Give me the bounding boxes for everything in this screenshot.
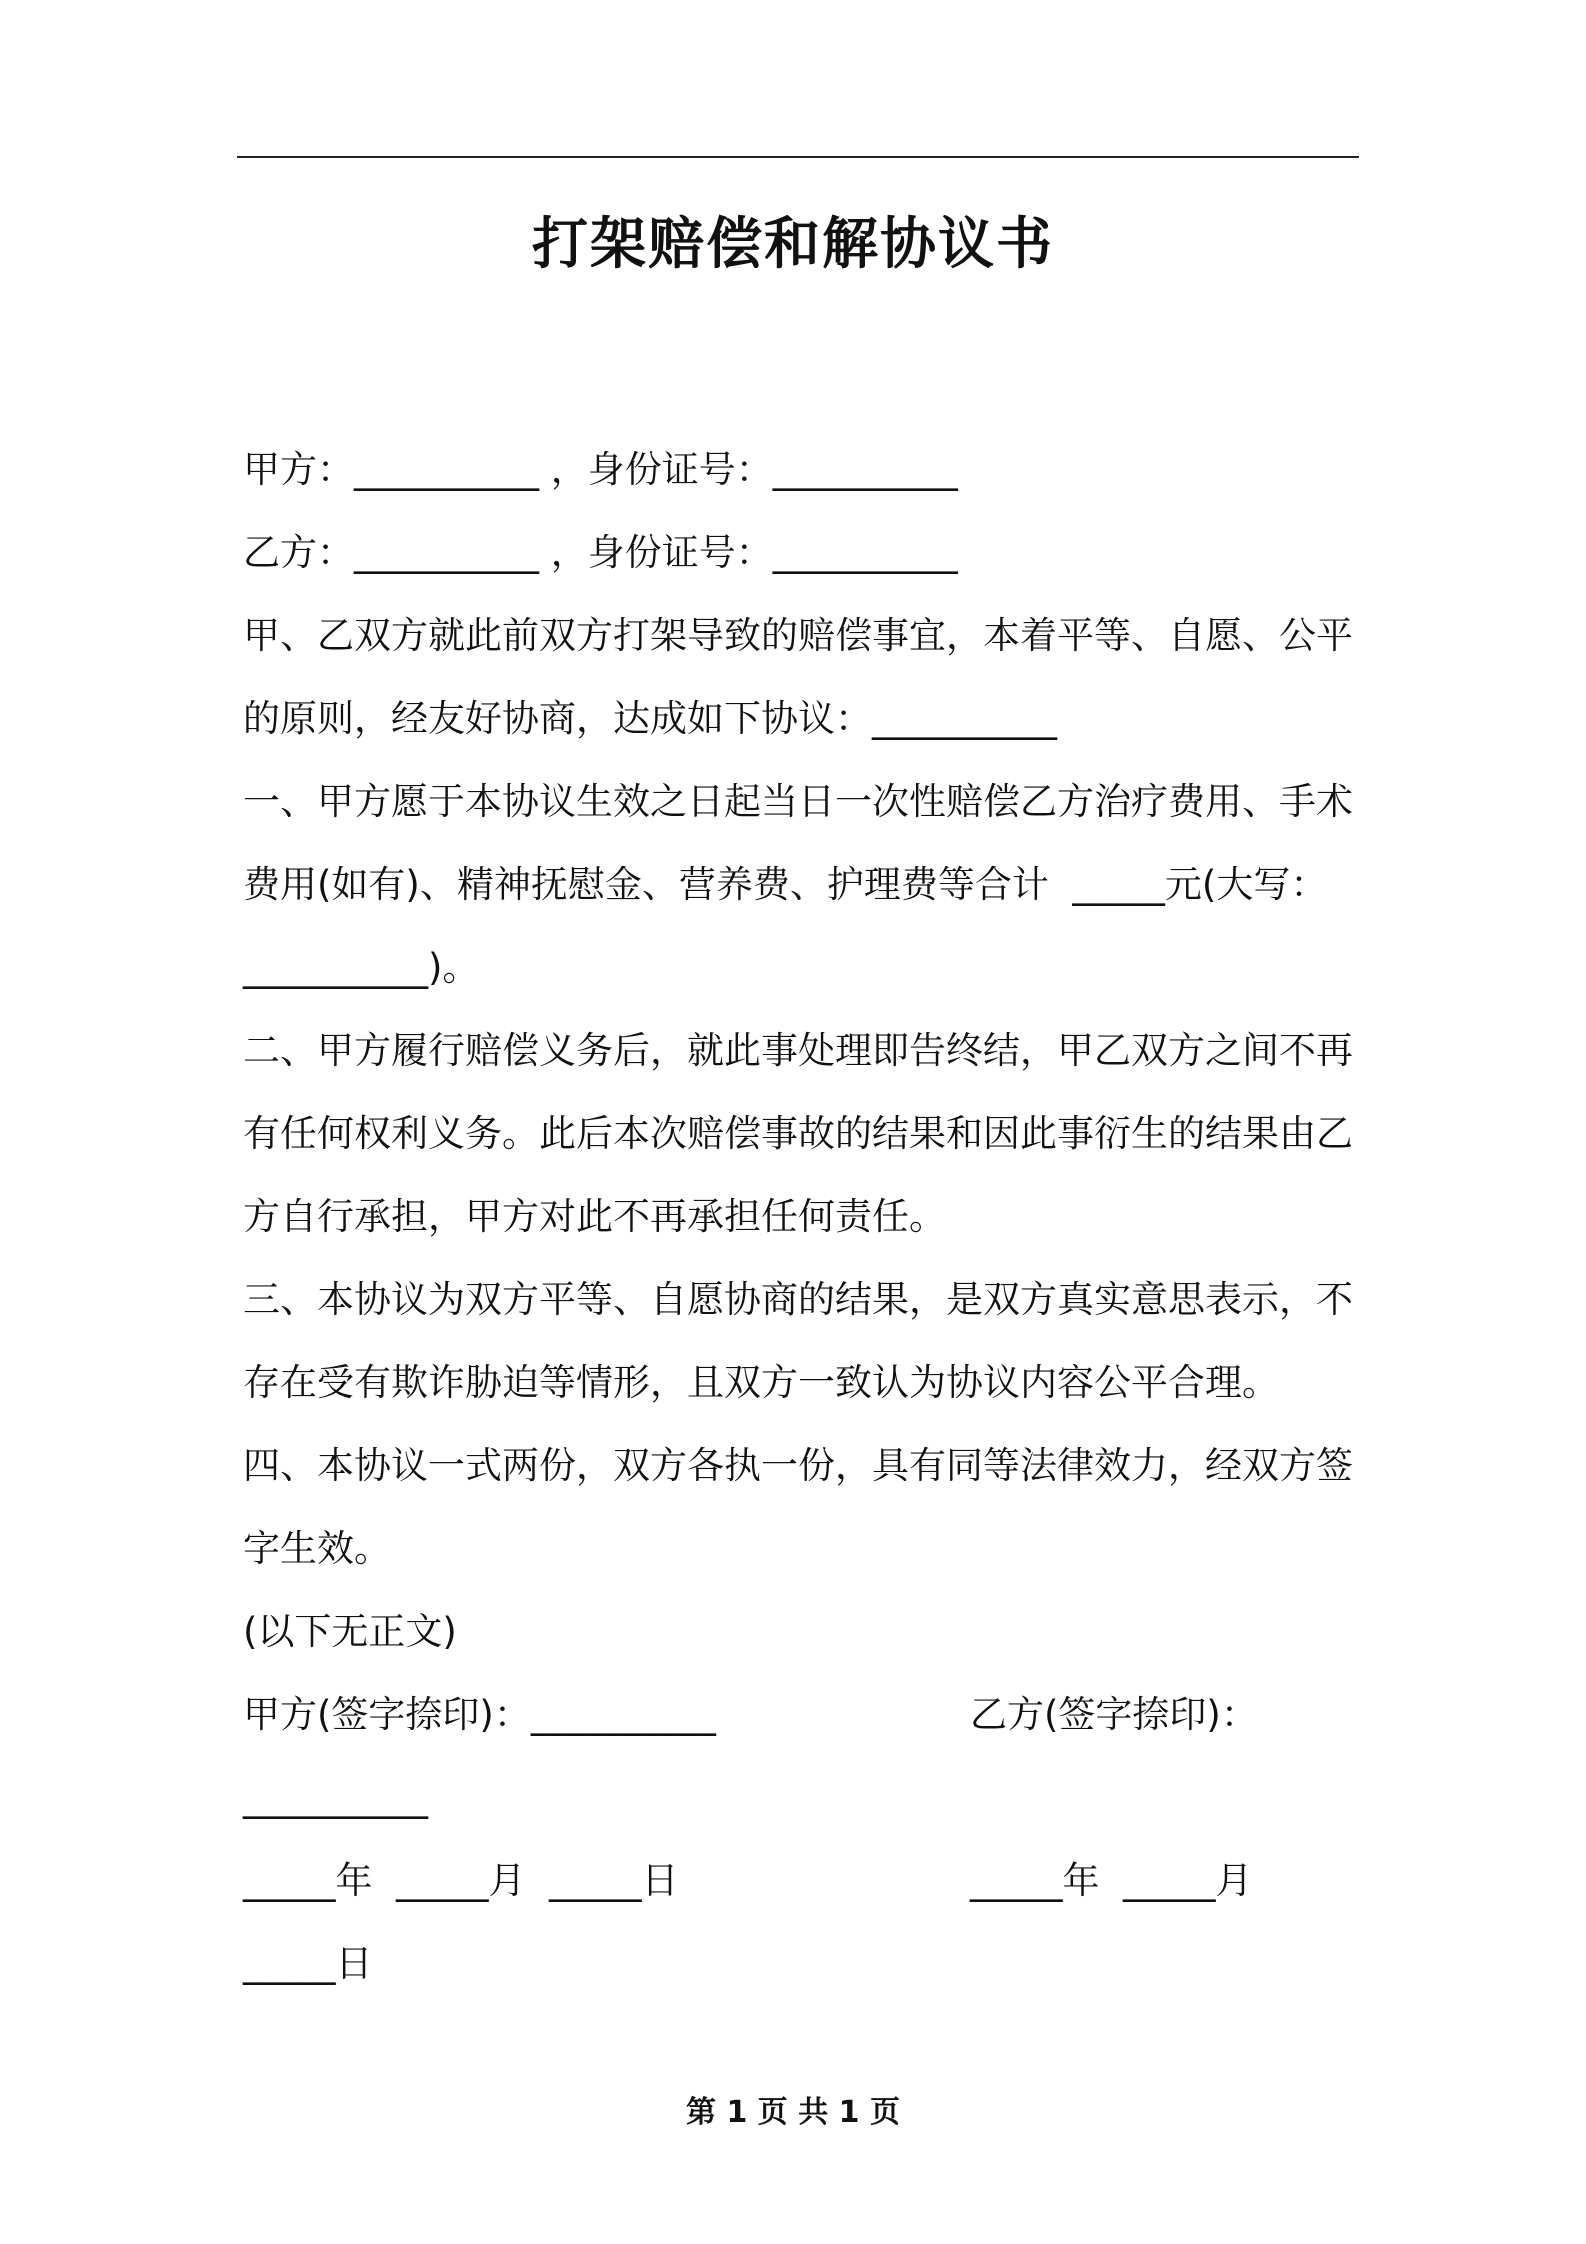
clause-1-line-2: 费用(如有)、精神抚慰金、营养费、护理费等合计 _____元(大写： — [243, 863, 1328, 906]
document-title: 打架赔偿和解协议书 — [532, 212, 1054, 277]
clause-1-line-3: __________)。 — [243, 946, 480, 989]
preamble-line-2: 的原则，经友好协商，达成如下协议：__________ — [243, 697, 1057, 740]
party-b-signature: 乙方(签字捺印)： — [970, 1693, 1258, 1736]
clause-2-line-3: 方自行承担，甲方对此不再承担任何责任。 — [243, 1195, 946, 1238]
end-of-text-note: (以下无正文) — [243, 1610, 457, 1653]
header-rule — [237, 156, 1359, 158]
party-a-signature: 甲方(签字捺印)：__________ — [243, 1693, 716, 1736]
party-b-line: 乙方：__________ ，身份证号：__________ — [243, 531, 958, 574]
party-b-date: _____年 _____月 — [970, 1859, 1253, 1902]
clause-3-line-2: 存在受有欺诈胁迫等情形，且双方一致认为协议内容公平合理。 — [243, 1361, 1279, 1404]
party-a-date: _____年 _____月 _____日 — [243, 1859, 679, 1902]
party-b-signature-blank: __________ — [243, 1776, 428, 1819]
clause-2-line-2: 有任何权利义务。此后本次赔偿事故的结果和因此事衍生的结果由乙 — [243, 1112, 1353, 1155]
clause-2-line-1: 二、甲方履行赔偿义务后，就此事处理即告终结，甲乙双方之间不再 — [243, 1029, 1353, 1072]
clause-4-line-2: 字生效。 — [243, 1527, 391, 1570]
party-a-line: 甲方：__________ ，身份证号：__________ — [243, 448, 958, 491]
clause-3-line-1: 三、本协议为双方平等、自愿协商的结果，是双方真实意思表示，不 — [243, 1278, 1353, 1321]
preamble-line-1: 甲、乙双方就此前双方打架导致的赔偿事宜，本着平等、自愿、公平 — [243, 614, 1353, 657]
clause-1-line-1: 一、甲方愿于本协议生效之日起当日一次性赔偿乙方治疗费用、手术 — [243, 780, 1353, 823]
party-b-date-day: _____日 — [243, 1942, 373, 1985]
clause-4-line-1: 四、本协议一式两份，双方各执一份，具有同等法律效力，经双方签 — [243, 1444, 1353, 1487]
page-footer: 第 1 页 共 1 页 — [686, 2095, 900, 2130]
